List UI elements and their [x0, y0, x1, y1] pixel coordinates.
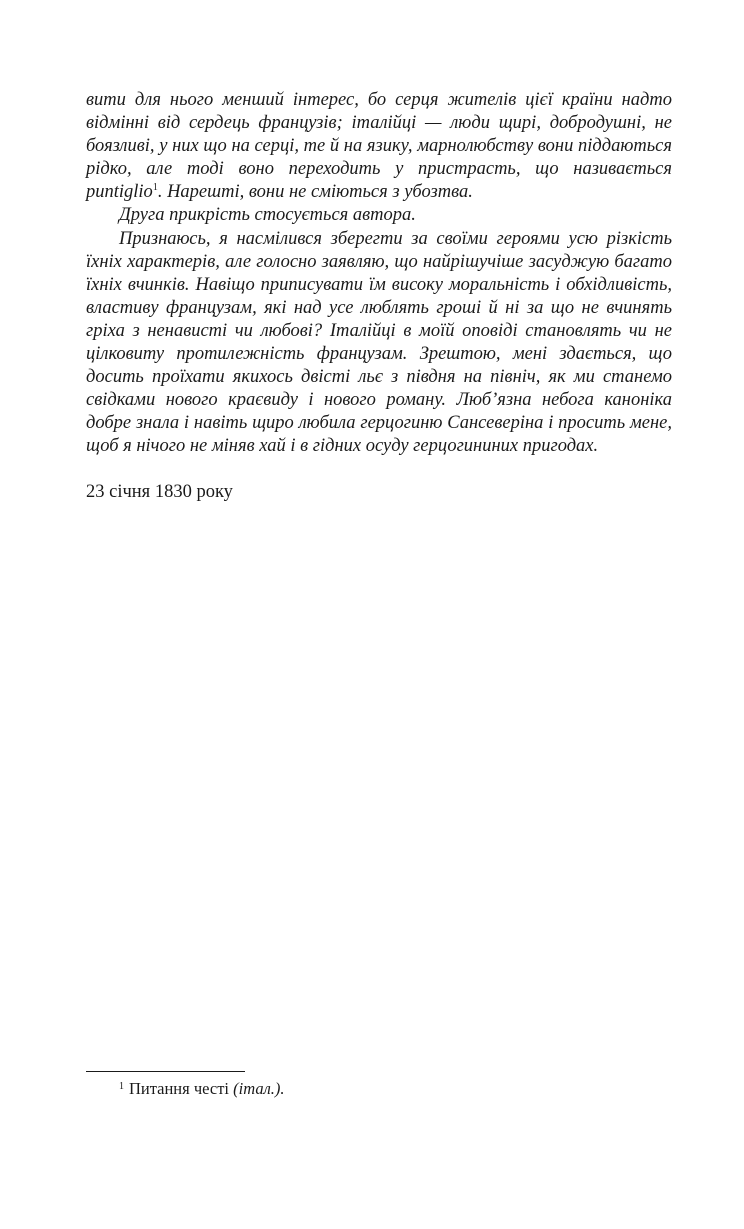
footnote-number: 1	[119, 1081, 124, 1092]
footnote-text: Питання честі	[129, 1079, 230, 1098]
footnote-language-note: (італ.).	[233, 1079, 285, 1098]
footnote-reference: 1	[152, 182, 158, 194]
footnote-divider	[86, 1071, 245, 1072]
paragraph-1-ending: . Нарешті, вони не сміються з убозтва.	[157, 182, 473, 203]
main-text	[86, 89, 672, 459]
date-line: 23 січня 1830 року	[86, 482, 233, 502]
paragraph-2: Друга прикрість стосується автора.	[119, 205, 416, 226]
paragraph-3: Признаюсь, я насмілився зберегти за своїми героями усю різкість їхніх характерів, але голосно заявляю, що найрішучіше засуджую багато їхніх вчинків. Навіщо приписувати їм високу моральність і обхідливість, властиву французам, які над усе люблять гроші й ні за що не вчинять гріха з ненависті чи любові? Італійці в моїй оповіді становлять чи не цілковиту протилежність французам. Зрештою, мені здається, що досить проїхати якихось двісті льє з півдня на північ, як ми станемо свідками нового краєвиду і нового роману. Люб’язна небога каноніка добре знала і навіть щиро любила герцогиню Сансеверіна і просить мене, щоб я нічого не міняв хай і в гідних осуду герцогининих пригодах.	[86, 228, 672, 457]
paragraph-1-text: вити для нього менший інтерес, бо серця жителів цієї країни надто відмінні від сердець французів; італійці — люди щирі, добродушні, не боязливі, у них що на серці, те й на язику, марнолюбству вони піддаються рідко, але тоді воно переходить у пристрасть, що називається puntiglio	[86, 90, 672, 203]
footnote	[119, 1079, 285, 1099]
paragraph-1	[86, 89, 672, 204]
